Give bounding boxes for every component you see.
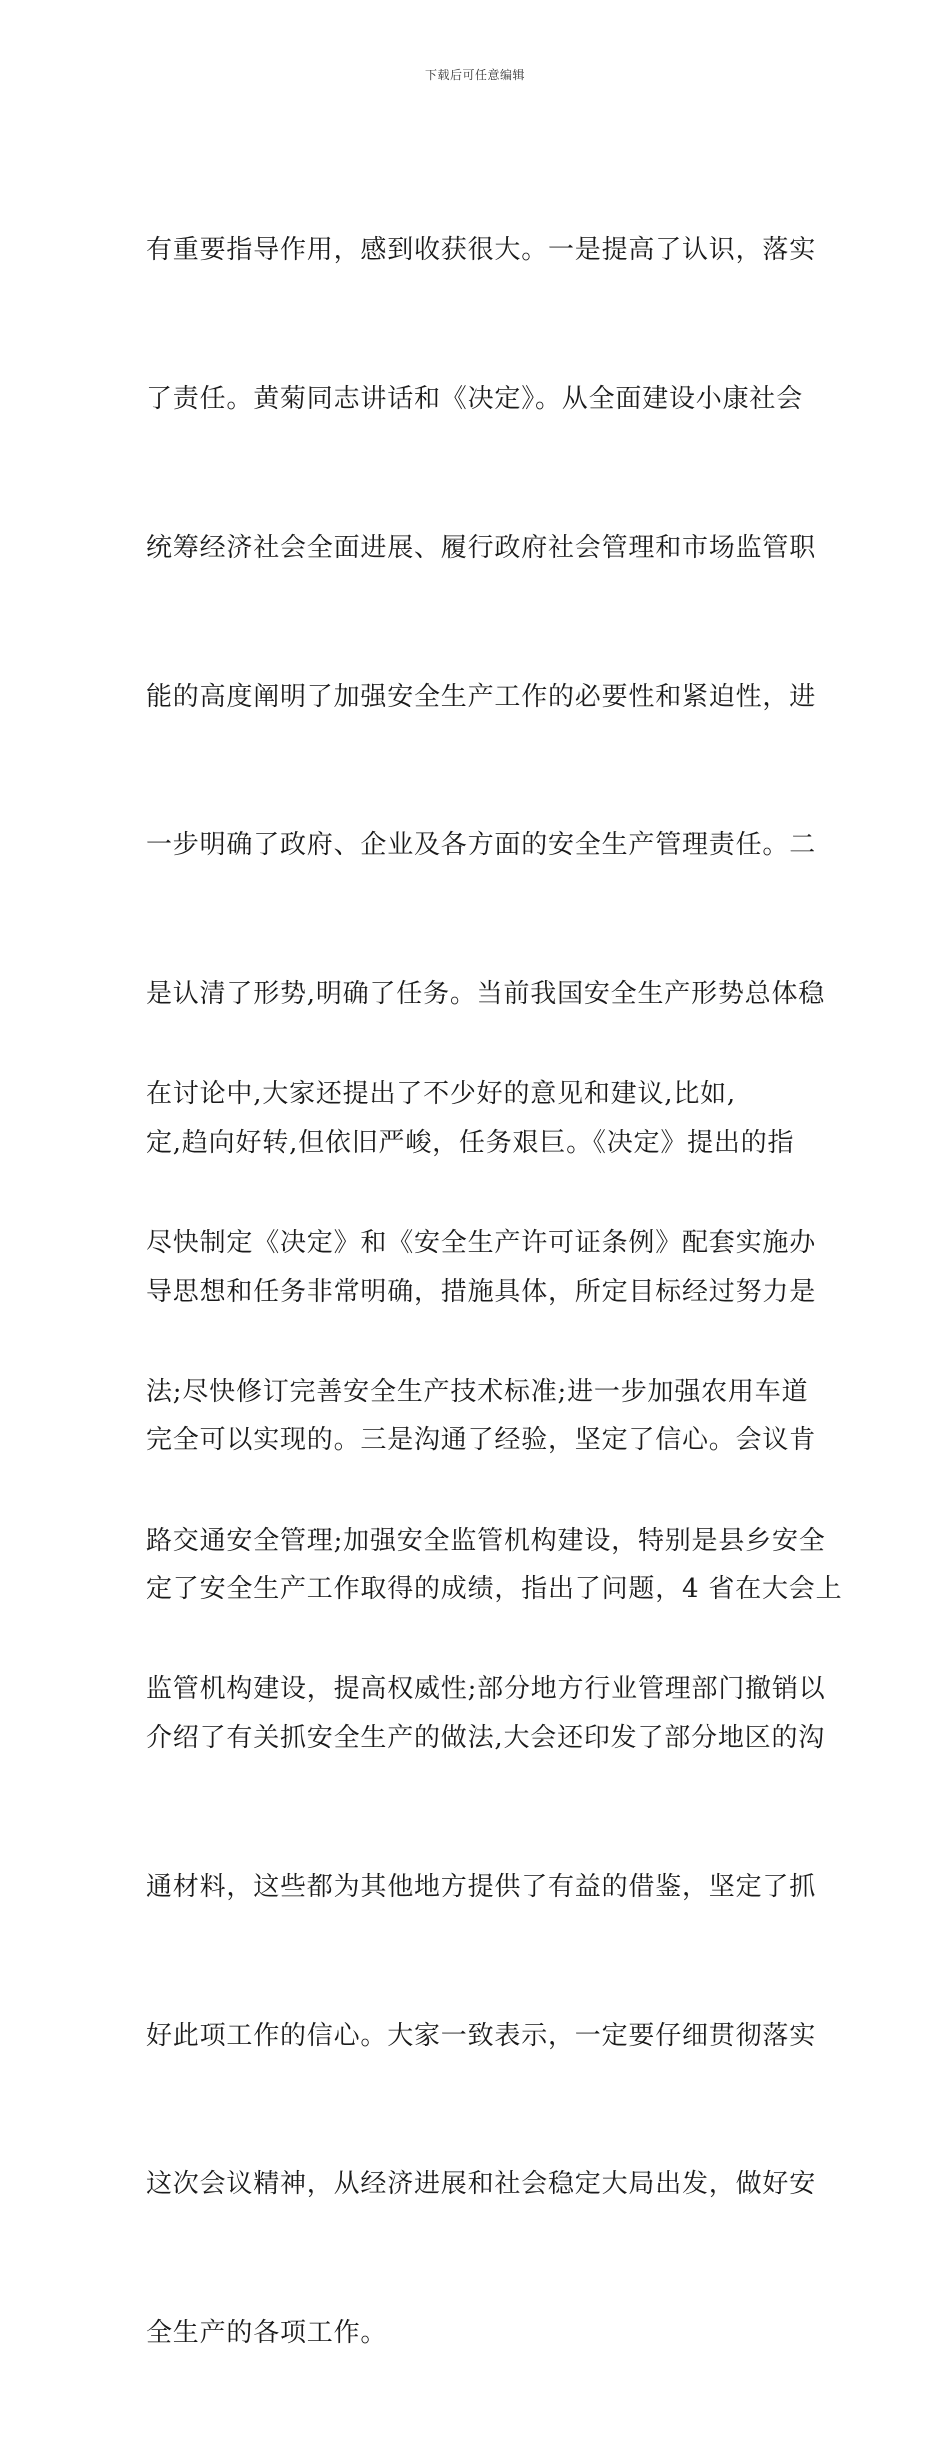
paragraph-line: 能的高度阐明了加强安全生产工作的必要性和紧迫性，进: [146, 681, 817, 712]
paragraph-2: [146, 971, 843, 1814]
paragraph-line: 好此项工作的信心。大家一致表示，一定要仔细贯彻落实: [146, 2020, 817, 2051]
paragraph-line: 介绍了有关抓安全生产的做法,大会还印发了部分地区的沟: [146, 1723, 826, 1753]
paragraph-line: 这次会议精神，从经济进展和社会稳定大局出发，做好安: [146, 2169, 817, 2200]
paragraph-line: 是认清了形势,明确了任务。当前我国安全生产形势总体稳: [146, 979, 826, 1010]
paragraph-line: 定了安全生产工作取得的成绩，指出了问题，4 省在大会上: [146, 1574, 843, 1605]
paragraph-line: 统筹经济社会全面进展、履行政府社会管理和市场监管职: [146, 532, 817, 563]
paragraph-line: 全生产的各项工作。: [146, 2318, 388, 2349]
header-note: 下载后可任意编辑: [424, 68, 525, 82]
paragraph-line: 路交通安全管理;加强安全监管机构建设，特别是县乡安全: [146, 1525, 826, 1556]
paragraph-line: 尽快制定《决定》和《安全生产许可证条例》配套实施办: [146, 1227, 817, 1258]
paragraph-line: 了责任。黄菊同志讲话和《决定》。从全面建设小康社会: [146, 383, 804, 414]
paragraph-line: 一步明确了政府、企业及各方面的安全生产管理责任。二: [146, 830, 817, 861]
paragraph-line: 完全可以实现的。三是沟通了经验，坚定了信心。会议肯: [146, 1425, 817, 1456]
paragraph-line: 定,趋向好转,但依旧严峻，任务艰巨。《决定》提出的指: [146, 1127, 795, 1158]
paragraph-line: 导思想和任务非常明确，措施具体，所定目标经过努力是: [146, 1276, 817, 1307]
paragraph-line: 监管机构建设，提高权威性;部分地方行业管理部门撤销以: [146, 1674, 826, 1705]
paragraph-line: 有重要指导作用，感到收获很大。一是提高了认识，落实: [146, 235, 817, 266]
paragraph-line: 通材料，这些都为其他地方提供了有益的借鉴，坚定了抓: [146, 1871, 817, 1902]
paragraph-line: 法;尽快修订完善安全生产技术标准;进一步加强农用车道: [146, 1376, 809, 1407]
paragraph-line: 在讨论中,大家还提出了不少好的意见和建议,比如,: [146, 1079, 736, 1110]
